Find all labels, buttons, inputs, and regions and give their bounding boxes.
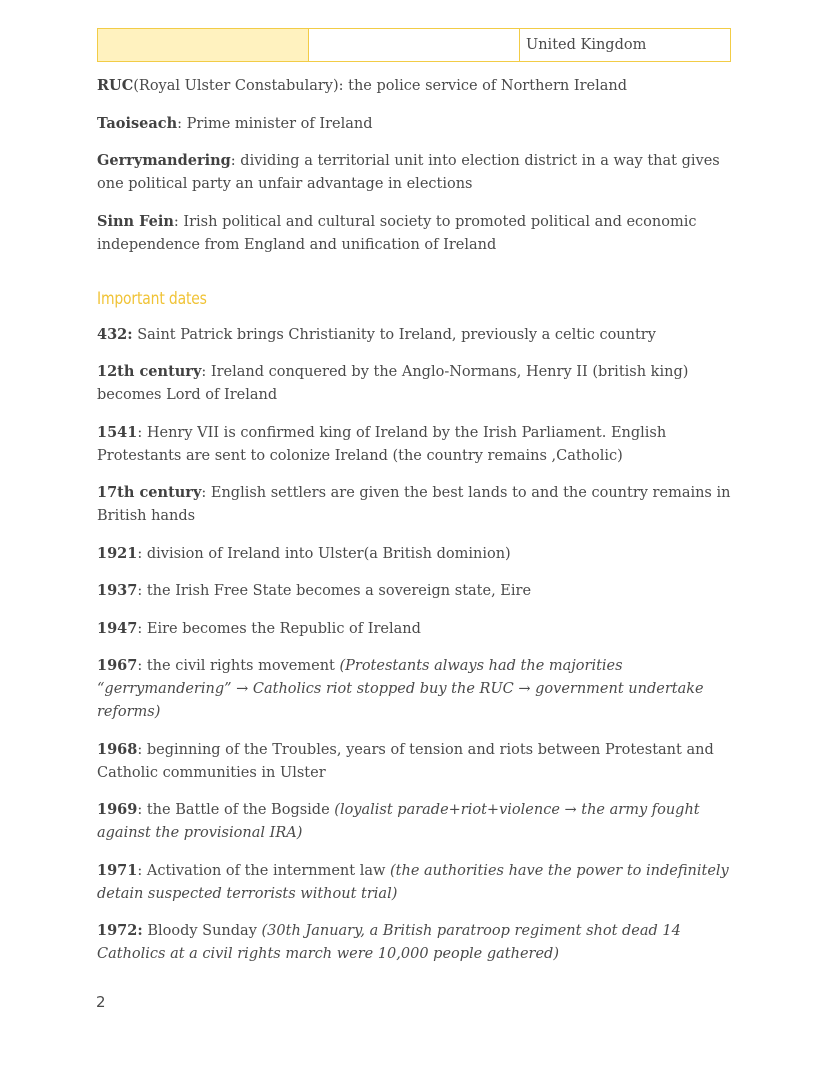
country-table: [97, 28, 731, 62]
table-cell-1: [98, 29, 309, 62]
timeline-entry: [97, 481, 731, 528]
glossary-definition: : Prime minister of Ireland: [177, 115, 373, 132]
glossary-term: Gerrymandering: [97, 152, 231, 169]
glossary-term: Taoiseach: [97, 114, 178, 132]
glossary-entry-gerrymandering: [97, 149, 731, 196]
glossary-definition: : dividing a territorial unit into election district in a way that gives one political party an unfair advantage in elections: [97, 153, 720, 192]
timeline-note: (30th January, a British paratroop regiment shot dead 14 Catholics at a civil rights march were 10,000 people gathered): [97, 923, 681, 962]
glossary-term: RUC: [97, 77, 134, 94]
timeline-entry: [97, 859, 731, 906]
timeline: [97, 323, 731, 967]
timeline-date: 1967: [97, 657, 138, 674]
timeline-text: : Eire becomes the Republic of Ireland: [137, 620, 421, 637]
timeline-text: : Henry VII is confirmed king of Ireland by the Irish Parliament. English Protestants are sent to colonize Ireland (the country remains ,Catholic): [97, 424, 667, 464]
timeline-date: 1971: [97, 861, 138, 879]
timeline-date: 17th century: [97, 484, 202, 501]
timeline-date: 12th century: [97, 363, 202, 380]
timeline-text: : Activation of the internment law: [137, 862, 391, 879]
timeline-text: Saint Patrick brings Christianity to Ireland, previously a celtic country: [132, 326, 656, 343]
glossary-definition: (Royal Ulster Constabulary): the police service of Northern Ireland: [133, 78, 628, 94]
timeline-text: : beginning of the Troubles, years of tension and riots between Protestant and Catholic communities in Ulster: [97, 741, 714, 781]
timeline-text: Bloody Sunday: [142, 923, 262, 939]
timeline-entry: [97, 654, 731, 724]
timeline-date: 1969: [97, 801, 138, 818]
timeline-entry: [97, 579, 731, 603]
timeline-entry: [97, 421, 731, 468]
timeline-text: : the civil rights movement: [137, 658, 340, 674]
timeline-date: 432:: [97, 325, 133, 343]
glossary-definition: : Irish political and cultural society to promoted political and economic independence from England and unification of Ireland: [97, 213, 697, 253]
timeline-date: 1968: [97, 740, 138, 758]
timeline-text: : the Battle of the Bogside: [137, 802, 335, 818]
timeline-note: (loyalist parade+riot+violence → the army fought against the provisional IRA): [97, 802, 700, 841]
timeline-entry: [97, 919, 731, 966]
timeline-date: 1947: [97, 619, 138, 637]
glossary: [97, 74, 731, 257]
glossary-entry-ruc: [97, 74, 731, 98]
document-page: [97, 28, 731, 980]
page-number: 2: [96, 993, 106, 1011]
timeline-text: : English settlers are given the best lands to and the country remains in British hands: [97, 485, 731, 524]
timeline-entry: [97, 617, 731, 641]
timeline-entry: [97, 798, 731, 845]
timeline-date: 1937: [97, 582, 138, 599]
glossary-entry-taoiseach: [97, 112, 731, 136]
timeline-text: : the Irish Free State becomes a sovereign state, Eire: [137, 583, 532, 599]
timeline-note: (Protestants always had the majorities “gerrymandering” → Catholics riot stopped buy the RUC → government undertake reforms): [97, 658, 704, 720]
timeline-date: 1921: [97, 544, 138, 562]
glossary-term: Sinn Fein: [97, 212, 174, 230]
timeline-entry: [97, 323, 731, 347]
table-cell-3: United Kingdom: [520, 29, 731, 62]
table-cell-2: [309, 29, 520, 62]
section-heading-important-dates: Important dates: [97, 288, 207, 309]
timeline-entry: [97, 360, 731, 407]
timeline-date: 1541: [97, 423, 138, 441]
timeline-date: 1972:: [97, 922, 143, 939]
timeline-note: (the authorities have the power to indefinitely detain suspected terrorists without trial): [97, 862, 729, 902]
table-row: [98, 29, 731, 62]
glossary-entry-sinn-fein: [97, 210, 731, 257]
timeline-text: : Ireland conquered by the Anglo-Normans, Henry II (british king) becomes Lord of Ireland: [97, 364, 689, 403]
timeline-entry: [97, 542, 731, 566]
timeline-entry: [97, 738, 731, 785]
timeline-text: : division of Ireland into Ulster(a British dominion): [137, 545, 511, 562]
